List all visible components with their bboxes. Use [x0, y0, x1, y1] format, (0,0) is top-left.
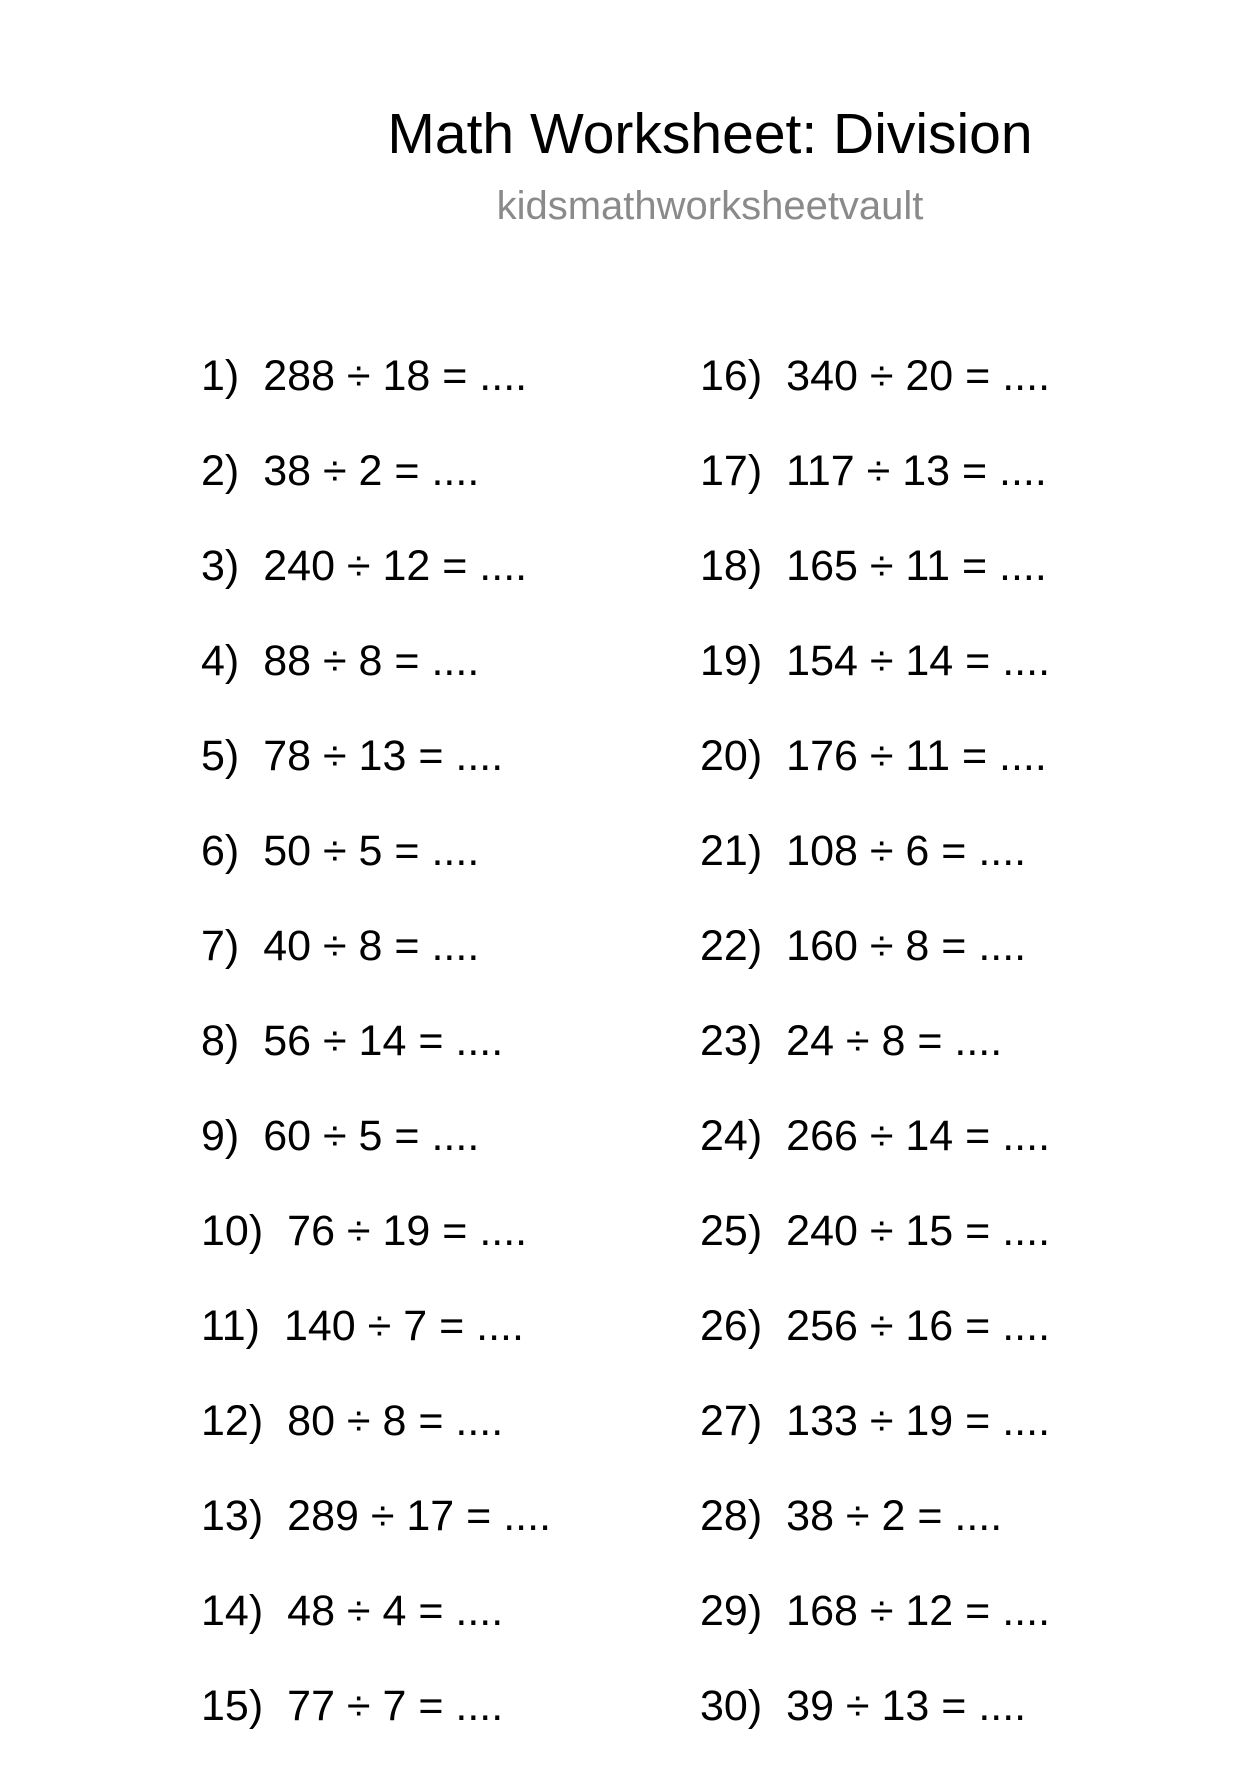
problem-item [700, 920, 1050, 1015]
problem-number: 5) [201, 732, 240, 780]
problem-number: 7) [201, 922, 240, 970]
problem-expression: 78 ÷ 13 = .... [263, 732, 504, 780]
problem-item [700, 1680, 1050, 1775]
problem-number: 19) [700, 637, 763, 685]
problem-item [201, 1110, 551, 1205]
problem-item [201, 635, 551, 730]
problem-expression: 56 ÷ 14 = .... [263, 1017, 504, 1065]
problem-item [700, 1205, 1050, 1300]
problem-expression: 168 ÷ 12 = .... [786, 1587, 1051, 1635]
problem-number: 24) [700, 1112, 763, 1160]
problem-item [201, 730, 551, 825]
problem-expression: 80 ÷ 8 = .... [287, 1397, 504, 1445]
problem-number: 10) [201, 1207, 264, 1255]
problem-expression: 289 ÷ 17 = .... [287, 1492, 552, 1540]
problem-expression: 76 ÷ 19 = .... [287, 1207, 528, 1255]
problem-item [201, 1205, 551, 1300]
problem-expression: 288 ÷ 18 = .... [263, 352, 528, 400]
problem-item [700, 350, 1050, 445]
problem-number: 21) [700, 827, 763, 875]
problem-expression: 117 ÷ 13 = .... [786, 447, 1047, 495]
problem-number: 18) [700, 542, 763, 590]
problem-number: 26) [700, 1302, 763, 1350]
problem-number: 12) [201, 1397, 264, 1445]
problem-number: 27) [700, 1397, 763, 1445]
problem-item [201, 445, 551, 540]
problem-expression: 88 ÷ 8 = .... [263, 637, 480, 685]
problem-expression: 165 ÷ 11 = .... [786, 542, 1047, 590]
problem-item [700, 635, 1050, 730]
problem-expression: 160 ÷ 8 = .... [786, 922, 1027, 970]
problem-item [700, 1395, 1050, 1490]
problem-expression: 39 ÷ 13 = .... [786, 1682, 1027, 1730]
problem-expression: 60 ÷ 5 = .... [263, 1112, 480, 1160]
problem-number: 2) [201, 447, 240, 495]
problem-expression: 38 ÷ 2 = .... [786, 1492, 1003, 1540]
problem-number: 13) [201, 1492, 264, 1540]
problem-item [201, 1015, 551, 1110]
problem-item [700, 540, 1050, 635]
problem-item [201, 1395, 551, 1490]
problem-item [700, 825, 1050, 920]
problem-number: 14) [201, 1587, 264, 1635]
problem-item [201, 540, 551, 635]
problem-expression: 40 ÷ 8 = .... [263, 922, 480, 970]
problem-number: 17) [700, 447, 763, 495]
problem-expression: 240 ÷ 15 = .... [786, 1207, 1051, 1255]
problem-expression: 266 ÷ 14 = .... [786, 1112, 1051, 1160]
problem-item [201, 825, 551, 920]
problem-expression: 77 ÷ 7 = .... [287, 1682, 504, 1730]
problem-item [201, 1680, 551, 1775]
problem-item [700, 445, 1050, 540]
problem-item [201, 350, 551, 445]
problem-number: 25) [700, 1207, 763, 1255]
problem-number: 6) [201, 827, 240, 875]
problems-right-column [700, 350, 1050, 1775]
problem-item [700, 730, 1050, 825]
problem-expression: 256 ÷ 16 = .... [786, 1302, 1051, 1350]
problem-expression: 340 ÷ 20 = .... [786, 352, 1051, 400]
problem-item [700, 1015, 1050, 1110]
problem-expression: 140 ÷ 7 = .... [283, 1302, 524, 1350]
problem-number: 9) [201, 1112, 240, 1160]
problem-expression: 38 ÷ 2 = .... [263, 447, 480, 495]
problem-expression: 176 ÷ 11 = .... [786, 732, 1047, 780]
problem-expression: 50 ÷ 5 = .... [263, 827, 480, 875]
problem-number: 11) [201, 1302, 260, 1350]
problem-item [700, 1585, 1050, 1680]
problem-expression: 24 ÷ 8 = .... [786, 1017, 1003, 1065]
problem-item [201, 920, 551, 1015]
problem-item [700, 1300, 1050, 1395]
problem-item [201, 1490, 551, 1585]
problem-expression: 108 ÷ 6 = .... [786, 827, 1027, 875]
problem-expression: 48 ÷ 4 = .... [287, 1587, 504, 1635]
problem-number: 1) [201, 352, 240, 400]
problem-item [201, 1300, 551, 1395]
problem-number: 15) [201, 1682, 264, 1730]
problem-number: 30) [700, 1682, 763, 1730]
worksheet-title: Math Worksheet: Division [387, 102, 1033, 166]
problem-item [201, 1585, 551, 1680]
problem-number: 8) [201, 1017, 240, 1065]
problem-number: 4) [201, 637, 240, 685]
problem-number: 22) [700, 922, 763, 970]
problem-number: 20) [700, 732, 763, 780]
problem-expression: 240 ÷ 12 = .... [263, 542, 528, 590]
problem-expression: 133 ÷ 19 = .... [786, 1397, 1051, 1445]
problem-number: 29) [700, 1587, 763, 1635]
problems-left-column [201, 350, 551, 1775]
problem-item [700, 1490, 1050, 1585]
worksheet-subtitle: kidsmathworksheetvault [496, 184, 924, 228]
problem-item [700, 1110, 1050, 1205]
problem-number: 16) [700, 352, 763, 400]
problem-number: 3) [201, 542, 240, 590]
problem-number: 28) [700, 1492, 763, 1540]
problem-expression: 154 ÷ 14 = .... [786, 637, 1051, 685]
problem-number: 23) [700, 1017, 763, 1065]
